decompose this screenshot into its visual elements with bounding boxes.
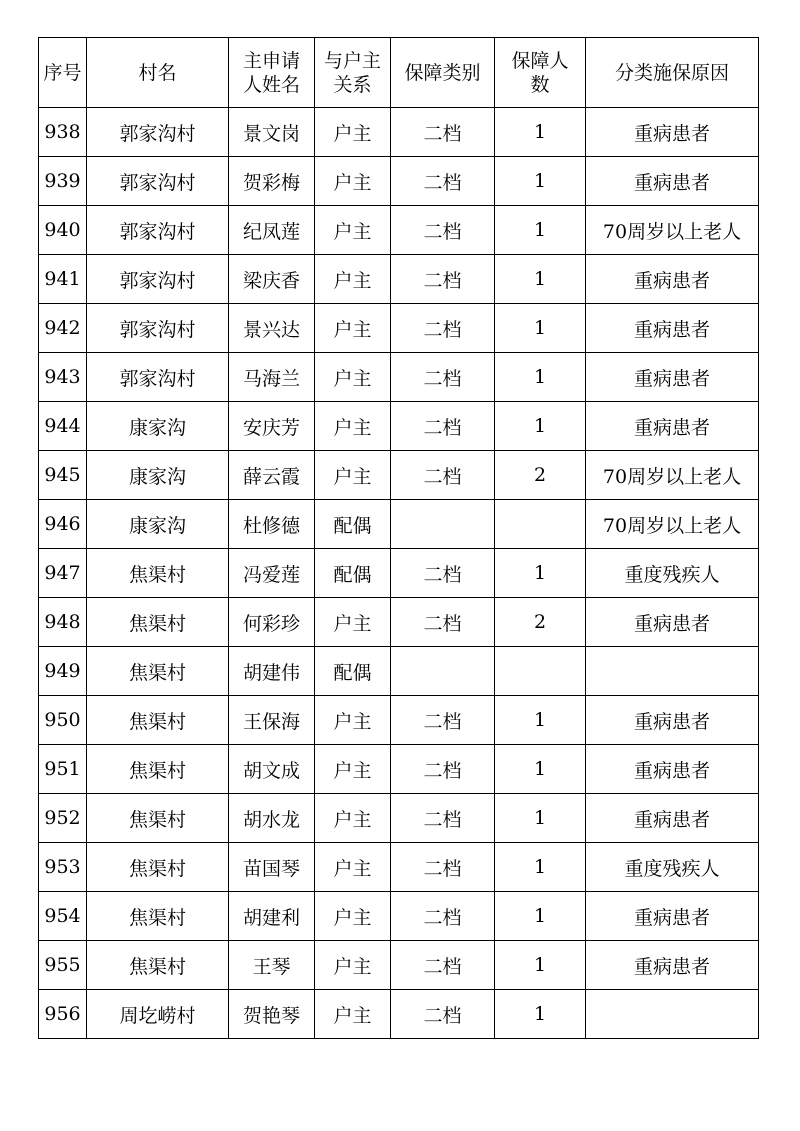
cell-category xyxy=(391,500,495,549)
cell-count: 1 xyxy=(495,402,586,451)
cell-count: 1 xyxy=(495,255,586,304)
cell-reason: 重病患者 xyxy=(586,892,759,941)
cell-village: 焦渠村 xyxy=(87,941,229,990)
cell-applicant: 王琴 xyxy=(229,941,315,990)
cell-reason xyxy=(586,647,759,696)
cell-relation: 户主 xyxy=(315,794,391,843)
cell-applicant: 冯爱莲 xyxy=(229,549,315,598)
cell-relation: 户主 xyxy=(315,157,391,206)
cell-applicant: 景兴达 xyxy=(229,304,315,353)
cell-category: 二档 xyxy=(391,598,495,647)
cell-category: 二档 xyxy=(391,157,495,206)
cell-serial: 946 xyxy=(39,500,87,549)
header-village: 村名 xyxy=(87,38,229,108)
cell-applicant: 贺艳琴 xyxy=(229,990,315,1039)
table-row xyxy=(39,108,759,157)
header-relation: 与户主关系 xyxy=(315,38,391,108)
cell-serial: 944 xyxy=(39,402,87,451)
cell-relation: 户主 xyxy=(315,941,391,990)
assistance-table xyxy=(38,37,759,1039)
cell-reason: 70周岁以上老人 xyxy=(586,500,759,549)
cell-count: 1 xyxy=(495,108,586,157)
cell-serial: 956 xyxy=(39,990,87,1039)
cell-category: 二档 xyxy=(391,353,495,402)
cell-applicant: 薛云霞 xyxy=(229,451,315,500)
cell-count: 1 xyxy=(495,157,586,206)
cell-village: 郭家沟村 xyxy=(87,108,229,157)
cell-count: 1 xyxy=(495,353,586,402)
cell-reason: 重病患者 xyxy=(586,353,759,402)
cell-serial: 939 xyxy=(39,157,87,206)
cell-applicant: 胡建利 xyxy=(229,892,315,941)
cell-village: 康家沟 xyxy=(87,402,229,451)
table-row xyxy=(39,647,759,696)
cell-count: 2 xyxy=(495,451,586,500)
cell-village: 焦渠村 xyxy=(87,794,229,843)
cell-relation: 配偶 xyxy=(315,549,391,598)
cell-relation: 户主 xyxy=(315,598,391,647)
cell-village: 郭家沟村 xyxy=(87,206,229,255)
cell-relation: 户主 xyxy=(315,745,391,794)
cell-relation: 配偶 xyxy=(315,500,391,549)
table-row xyxy=(39,304,759,353)
cell-village: 康家沟 xyxy=(87,500,229,549)
cell-serial: 955 xyxy=(39,941,87,990)
cell-count: 1 xyxy=(495,745,586,794)
cell-applicant: 马海兰 xyxy=(229,353,315,402)
table-row xyxy=(39,745,759,794)
header-serial: 序号 xyxy=(39,38,87,108)
cell-village: 焦渠村 xyxy=(87,598,229,647)
cell-serial: 938 xyxy=(39,108,87,157)
cell-applicant: 胡建伟 xyxy=(229,647,315,696)
cell-count: 2 xyxy=(495,598,586,647)
cell-reason: 重病患者 xyxy=(586,941,759,990)
table-row xyxy=(39,696,759,745)
cell-relation: 户主 xyxy=(315,892,391,941)
cell-village: 周圪崂村 xyxy=(87,990,229,1039)
cell-count: 1 xyxy=(495,794,586,843)
cell-category: 二档 xyxy=(391,549,495,598)
cell-village: 郭家沟村 xyxy=(87,255,229,304)
cell-category: 二档 xyxy=(391,696,495,745)
cell-reason: 重度残疾人 xyxy=(586,843,759,892)
cell-reason: 重病患者 xyxy=(586,157,759,206)
cell-count: 1 xyxy=(495,549,586,598)
cell-applicant: 纪凤莲 xyxy=(229,206,315,255)
table-row xyxy=(39,941,759,990)
table-body xyxy=(39,108,759,1039)
cell-applicant: 景文岗 xyxy=(229,108,315,157)
cell-village: 郭家沟村 xyxy=(87,353,229,402)
table-row xyxy=(39,255,759,304)
cell-count: 1 xyxy=(495,892,586,941)
cell-reason xyxy=(586,990,759,1039)
cell-relation: 户主 xyxy=(315,843,391,892)
cell-reason: 重病患者 xyxy=(586,304,759,353)
cell-category: 二档 xyxy=(391,990,495,1039)
cell-applicant: 胡文成 xyxy=(229,745,315,794)
cell-serial: 949 xyxy=(39,647,87,696)
cell-applicant: 梁庆香 xyxy=(229,255,315,304)
cell-serial: 951 xyxy=(39,745,87,794)
cell-serial: 952 xyxy=(39,794,87,843)
cell-reason: 重病患者 xyxy=(586,255,759,304)
cell-relation: 配偶 xyxy=(315,647,391,696)
cell-count: 1 xyxy=(495,304,586,353)
cell-serial: 950 xyxy=(39,696,87,745)
cell-relation: 户主 xyxy=(315,206,391,255)
cell-reason: 重病患者 xyxy=(586,745,759,794)
cell-village: 焦渠村 xyxy=(87,696,229,745)
cell-category: 二档 xyxy=(391,892,495,941)
table-row xyxy=(39,843,759,892)
cell-village: 郭家沟村 xyxy=(87,157,229,206)
cell-category: 二档 xyxy=(391,941,495,990)
cell-reason: 70周岁以上老人 xyxy=(586,206,759,255)
cell-category: 二档 xyxy=(391,206,495,255)
cell-village: 焦渠村 xyxy=(87,647,229,696)
cell-count: 1 xyxy=(495,843,586,892)
cell-applicant: 何彩珍 xyxy=(229,598,315,647)
cell-serial: 940 xyxy=(39,206,87,255)
cell-applicant: 胡水龙 xyxy=(229,794,315,843)
cell-village: 焦渠村 xyxy=(87,549,229,598)
cell-serial: 954 xyxy=(39,892,87,941)
table-row xyxy=(39,794,759,843)
cell-category: 二档 xyxy=(391,108,495,157)
cell-applicant: 王保海 xyxy=(229,696,315,745)
cell-applicant: 安庆芳 xyxy=(229,402,315,451)
cell-serial: 948 xyxy=(39,598,87,647)
table-row xyxy=(39,549,759,598)
cell-relation: 户主 xyxy=(315,255,391,304)
table-row xyxy=(39,206,759,255)
table-row xyxy=(39,353,759,402)
cell-relation: 户主 xyxy=(315,451,391,500)
cell-reason: 重病患者 xyxy=(586,598,759,647)
cell-reason: 重度残疾人 xyxy=(586,549,759,598)
cell-village: 康家沟 xyxy=(87,451,229,500)
cell-applicant: 杜修德 xyxy=(229,500,315,549)
cell-applicant: 苗国琴 xyxy=(229,843,315,892)
table-row xyxy=(39,402,759,451)
cell-count: 1 xyxy=(495,696,586,745)
cell-category: 二档 xyxy=(391,255,495,304)
cell-count: 1 xyxy=(495,941,586,990)
cell-serial: 942 xyxy=(39,304,87,353)
cell-count xyxy=(495,500,586,549)
cell-relation: 户主 xyxy=(315,108,391,157)
cell-serial: 945 xyxy=(39,451,87,500)
cell-serial: 943 xyxy=(39,353,87,402)
cell-applicant: 贺彩梅 xyxy=(229,157,315,206)
cell-category: 二档 xyxy=(391,745,495,794)
header-reason: 分类施保原因 xyxy=(586,38,759,108)
table-row xyxy=(39,892,759,941)
cell-serial: 953 xyxy=(39,843,87,892)
cell-village: 焦渠村 xyxy=(87,745,229,794)
header-count: 保障人数 xyxy=(495,38,586,108)
cell-count xyxy=(495,647,586,696)
table-row xyxy=(39,157,759,206)
cell-relation: 户主 xyxy=(315,353,391,402)
table-row xyxy=(39,451,759,500)
cell-village: 焦渠村 xyxy=(87,843,229,892)
cell-reason: 重病患者 xyxy=(586,794,759,843)
header-applicant: 主申请人姓名 xyxy=(229,38,315,108)
table-row xyxy=(39,500,759,549)
cell-count: 1 xyxy=(495,206,586,255)
cell-relation: 户主 xyxy=(315,304,391,353)
cell-category: 二档 xyxy=(391,402,495,451)
cell-category: 二档 xyxy=(391,304,495,353)
cell-category: 二档 xyxy=(391,451,495,500)
cell-village: 焦渠村 xyxy=(87,892,229,941)
cell-reason: 重病患者 xyxy=(586,402,759,451)
cell-relation: 户主 xyxy=(315,402,391,451)
cell-reason: 重病患者 xyxy=(586,696,759,745)
cell-serial: 947 xyxy=(39,549,87,598)
cell-reason: 70周岁以上老人 xyxy=(586,451,759,500)
cell-reason: 重病患者 xyxy=(586,108,759,157)
cell-category: 二档 xyxy=(391,794,495,843)
cell-village: 郭家沟村 xyxy=(87,304,229,353)
table-row xyxy=(39,990,759,1039)
cell-serial: 941 xyxy=(39,255,87,304)
cell-category: 二档 xyxy=(391,843,495,892)
cell-relation: 户主 xyxy=(315,696,391,745)
cell-category xyxy=(391,647,495,696)
header-row xyxy=(39,38,759,108)
cell-count: 1 xyxy=(495,990,586,1039)
table-row xyxy=(39,598,759,647)
cell-relation: 户主 xyxy=(315,990,391,1039)
header-category: 保障类别 xyxy=(391,38,495,108)
